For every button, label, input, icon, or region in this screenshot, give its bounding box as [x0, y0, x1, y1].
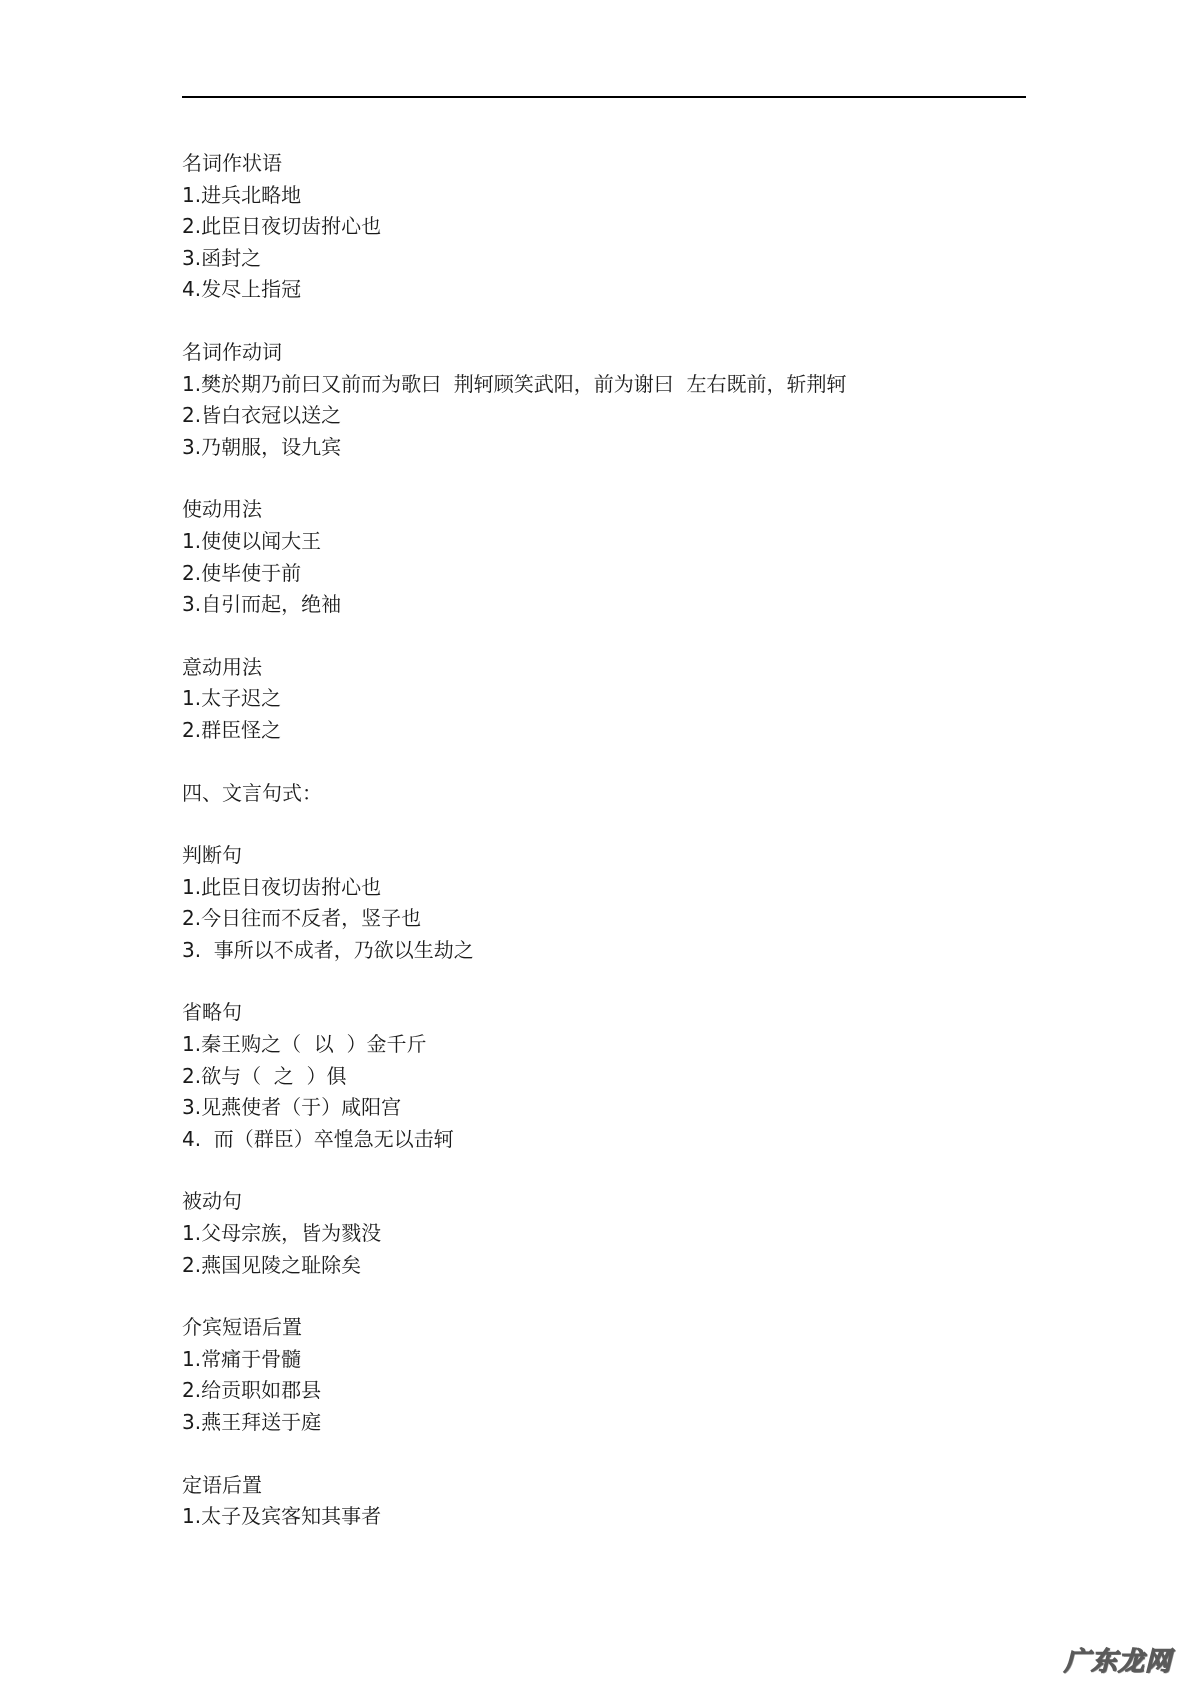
list-item: 1.秦王购之（ 以 ）金千斤 — [182, 1032, 427, 1057]
section-heading: 意动用法 — [182, 654, 262, 679]
section-heading: 判断句 — [182, 843, 242, 868]
section-noun-as-adverbial — [182, 148, 1042, 306]
list-item: 3. 事所以不成者，乃欲以生劫之 — [182, 937, 474, 962]
section-postposed-prepositional-phrase — [182, 1312, 1042, 1438]
header-rule — [182, 96, 1026, 98]
section-noun-as-verb — [182, 337, 1042, 463]
section-heading: 名词作状语 — [182, 151, 282, 175]
document-body — [182, 148, 1042, 1564]
list-item: 3.函封之 — [182, 245, 262, 270]
list-item: 2.燕国见陵之耻除矣 — [182, 1252, 362, 1277]
list-item: 1.太子迟之 — [182, 686, 282, 711]
section-passive-sentences — [182, 1186, 1042, 1281]
list-item: 1.樊於期乃前曰又前而为歌曰 荆轲顾笑武阳，前为谢曰 左右既前，斩荆轲 — [182, 371, 847, 396]
list-item: 2.群臣怪之 — [182, 717, 282, 742]
list-item: 1.父母宗族，皆为戮没 — [182, 1221, 382, 1246]
list-item: 1.此臣日夜切齿拊心也 — [182, 874, 382, 899]
section-heading: 被动句 — [182, 1189, 242, 1214]
section-judgment-sentences — [182, 840, 1042, 966]
list-item: 3.见燕使者（于）咸阳宫 — [182, 1095, 402, 1120]
site-watermark: 广东龙网 — [1063, 1647, 1172, 1677]
section-heading: 定语后置 — [182, 1472, 262, 1497]
section-heading: 名词作动词 — [182, 339, 282, 364]
section-postposed-attributive — [182, 1470, 1042, 1533]
list-item: 2.欲与（ 之 ）俱 — [182, 1063, 347, 1088]
list-item: 3.乃朝服，设九宾 — [182, 434, 342, 459]
section-elliptical-sentences — [182, 997, 1042, 1155]
list-item: 1.使使以闻大王 — [182, 528, 322, 553]
list-item: 2.此臣日夜切齿拊心也 — [182, 214, 382, 239]
list-item: 4. 而（群臣）卒惶急无以击轲 — [182, 1126, 454, 1151]
list-item: 3.自引而起，绝袖 — [182, 592, 342, 617]
section-putative-usage — [182, 652, 1042, 747]
list-item: 1.常痛于骨髓 — [182, 1346, 302, 1371]
section-heading: 介宾短语后置 — [182, 1315, 302, 1340]
list-item: 2.使毕使于前 — [182, 560, 302, 585]
list-item: 2.皆白衣冠以送之 — [182, 403, 342, 428]
list-item: 2.给贡职如郡县 — [182, 1378, 322, 1403]
section-causative-usage — [182, 494, 1042, 620]
list-item: 1.太子及宾客知其事者 — [182, 1504, 382, 1529]
section-sentence-patterns — [182, 778, 1042, 810]
section-heading: 省略句 — [182, 1000, 242, 1025]
section-heading: 四、文言句式： — [182, 780, 322, 805]
list-item: 4.发尽上指冠 — [182, 277, 302, 302]
list-item: 1.进兵北略地 — [182, 182, 302, 207]
section-heading: 使动用法 — [182, 497, 262, 522]
list-item: 2.今日往而不反者，竖子也 — [182, 906, 422, 931]
list-item: 3.燕王拜送于庭 — [182, 1410, 322, 1434]
